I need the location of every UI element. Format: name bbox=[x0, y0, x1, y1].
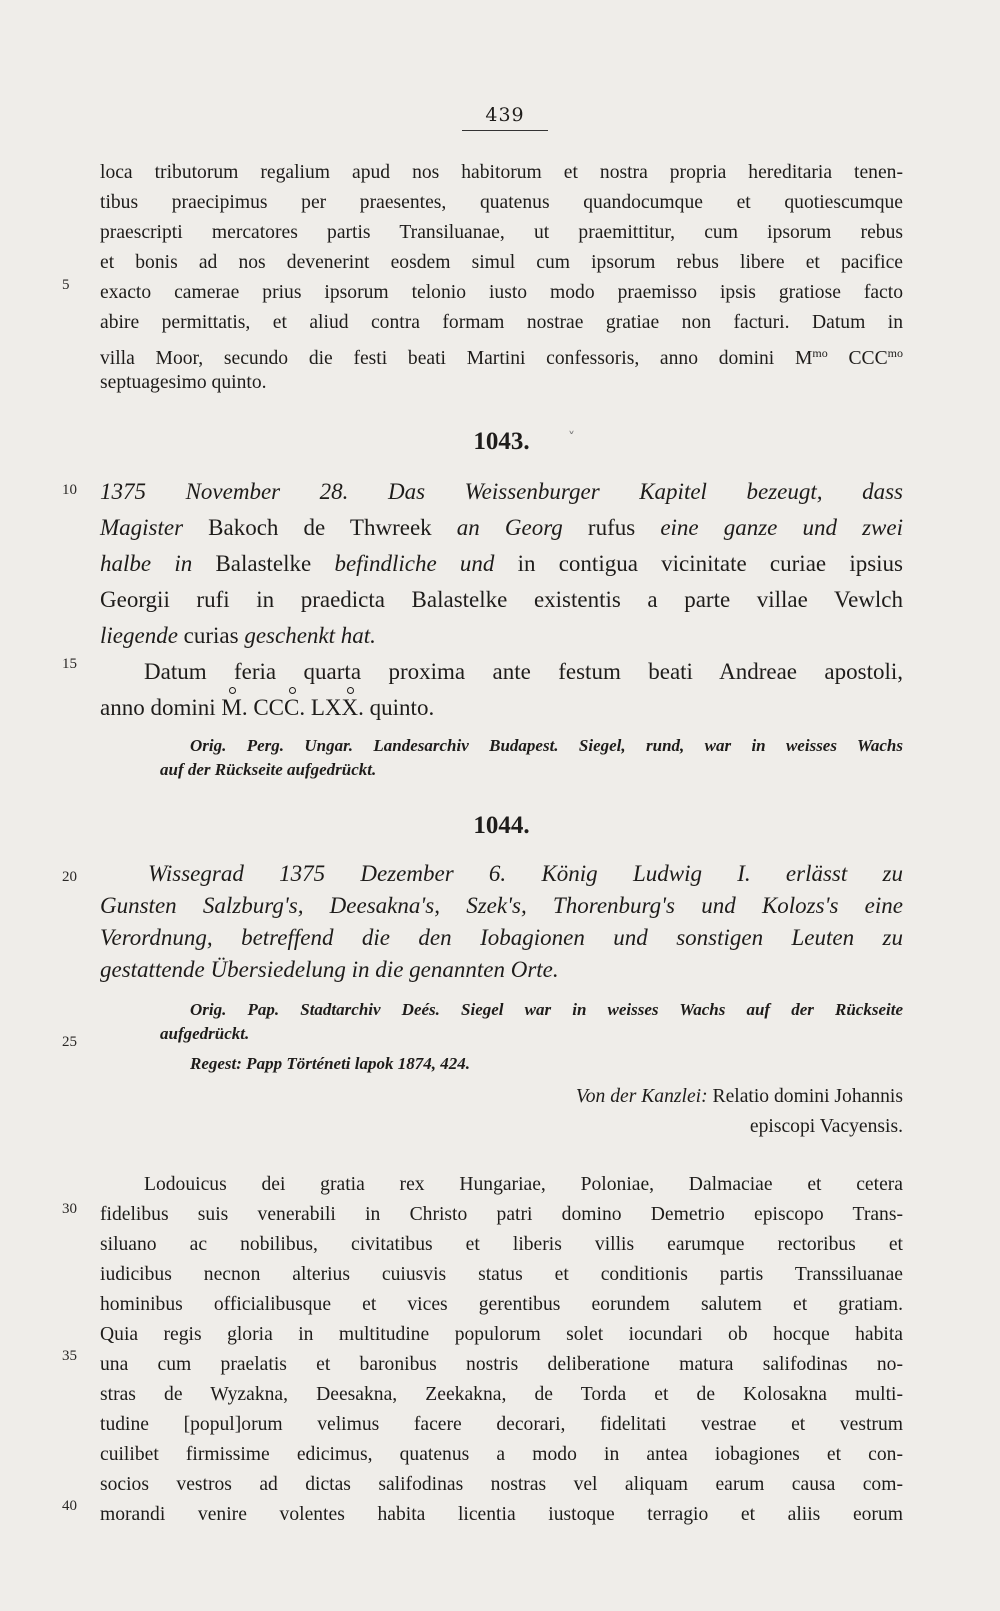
text-line: tudine [popul]orum velimus facere decorari, fidelitati vestrae et vestrum bbox=[100, 1414, 903, 1435]
page-number-rule bbox=[462, 130, 548, 131]
text-span: rufus bbox=[562, 515, 661, 540]
text-span: villa Moor, secundo die festi beati Martini confessoris, anno domini M bbox=[100, 348, 813, 369]
continuation-text bbox=[100, 158, 903, 398]
text-line: praescripti mercatores partis Transiluanae, ut praemittitur, cum ipsorum rebus bbox=[100, 222, 903, 243]
text-span: Relatio domini Johannis bbox=[707, 1086, 903, 1107]
text-line: Lodouicus dei gratia rex Hungariae, Poloniae, Dalmaciae et cetera bbox=[144, 1174, 903, 1195]
text-line: hominibus officialibusque et vices gerentibus eorundem salutem et gratiam. bbox=[100, 1294, 903, 1315]
text-span: Magister bbox=[100, 515, 184, 540]
text-line: una cum praelatis et baronibus nostris deliberatione matura salifodinas no- bbox=[100, 1354, 903, 1375]
regest-line bbox=[100, 546, 903, 582]
regest-line: Georgii rufi in praedicta Balastelke existentis a parte villae Vewlch bbox=[100, 587, 903, 612]
text-span: anno domini bbox=[100, 695, 222, 720]
text-line: exacto camerae prius ipsorum telonio iusto modo praemisso ipsis gratiose facto bbox=[100, 282, 903, 303]
margin-line-number: 25 bbox=[62, 1034, 77, 1050]
dating-line bbox=[100, 690, 903, 726]
margin-line-number: 10 bbox=[62, 482, 77, 498]
text-span: . quinto. bbox=[358, 695, 435, 720]
charter-text bbox=[100, 1170, 903, 1530]
superscript: mo bbox=[812, 346, 828, 360]
regest-line: gestattende Übersiedelung in die genannten Orte. bbox=[100, 957, 559, 982]
text-line: abire permittatis, et aliud contra formam nostrae gratiae non facturi. Datum in bbox=[100, 312, 903, 333]
text-span: Von der Kanzlei: bbox=[575, 1086, 708, 1107]
text-span: an Georg bbox=[456, 515, 563, 540]
dating-line: Datum feria quarta proxima ante festum beati Andreae apostoli, bbox=[144, 659, 903, 684]
document-number-heading: 1044. bbox=[473, 812, 530, 839]
text-span: C bbox=[284, 690, 299, 726]
text-span: in contigua vicinitate curiae ipsius bbox=[494, 551, 904, 576]
superscript: mo bbox=[887, 346, 903, 360]
margin-line-number: 20 bbox=[62, 869, 77, 885]
check-mark: ˅ bbox=[568, 430, 575, 446]
text-line: socios vestros ad dictas salifodinas nostras vel aliquam earum causa com- bbox=[100, 1474, 903, 1495]
text-span: eine ganze und zwei bbox=[660, 515, 903, 540]
regest-line bbox=[100, 474, 903, 510]
margin-line-number: 35 bbox=[62, 1348, 77, 1364]
text-line: stras de Wyzakna, Deesakna, Zeekakna, de Torda et de Kolosakna multi- bbox=[100, 1384, 903, 1405]
regest-line bbox=[100, 510, 903, 546]
text-line: siluano ac nobilibus, civitatibus et liberis villis earumque rectoribus et bbox=[100, 1234, 903, 1255]
margin-line-number: 15 bbox=[62, 656, 77, 672]
text-line: et bonis ad nos devenerint eosdem simul cum ipsorum rebus libere et pacifice bbox=[100, 252, 903, 273]
text-span: . LX bbox=[299, 695, 342, 720]
text-line bbox=[100, 338, 903, 368]
text-line: Quia regis gloria in multitudine populorum solet iocundari ob hocque habita bbox=[100, 1324, 903, 1345]
regest-line: Gunsten Salzburg's, Deesakna's, Szek's, Thorenburg's und Kolozs's eine bbox=[100, 893, 903, 918]
text-line: loca tributorum regalium apud nos habitorum et nostra propria hereditaria tenen- bbox=[100, 162, 903, 183]
text-span: CCC bbox=[827, 348, 888, 369]
document-1043 bbox=[100, 474, 903, 782]
text-line: cuilibet firmissime edicimus, quatenus a modo in antea iobagiones et con- bbox=[100, 1444, 903, 1465]
margin-line-number: 30 bbox=[62, 1201, 77, 1217]
source-note: auf der Rückseite aufgedrückt. bbox=[160, 760, 377, 779]
text-span: . CC bbox=[241, 695, 285, 720]
text-span: halbe in bbox=[100, 551, 193, 576]
page-number: 439 bbox=[485, 104, 525, 126]
chancery-note bbox=[100, 1082, 903, 1112]
regest-line: Verordnung, betreffend die den Iobagionen und sonstigen Leuten zu bbox=[100, 925, 903, 950]
text-span: befindliche und bbox=[334, 551, 495, 576]
document-number-heading: 1043. bbox=[473, 428, 530, 455]
text-span: geschenkt hat. bbox=[244, 623, 376, 648]
text-span: curias bbox=[177, 623, 245, 648]
margin-line-number: 5 bbox=[62, 277, 70, 293]
source-note: aufgedrückt. bbox=[160, 1024, 250, 1043]
source-note: Orig. Perg. Ungar. Landesarchiv Budapest. Siegel, rund, war in weisses Wachs bbox=[190, 736, 903, 755]
text-line: septuagesimo quinto. bbox=[100, 372, 267, 393]
regest-line: Wissegrad 1375 Dezember 6. König Ludwig I. erlässt zu bbox=[148, 861, 903, 886]
chancery-note: episcopi Vacyensis. bbox=[749, 1116, 903, 1137]
text-line: morandi venire volentes habita licentia iustoque terragio et aliis eorum bbox=[100, 1504, 903, 1525]
text-span: Bakoch de Thwreek bbox=[183, 515, 457, 540]
text-line: fidelibus suis venerabili in Christo patri domino Demetrio episcopo Trans- bbox=[100, 1204, 903, 1225]
text-span: M bbox=[221, 690, 241, 726]
text-span: 1375 November 28. Das Weissenburger Kapitel bezeugt, dass bbox=[100, 479, 903, 504]
text-span: Balastelke bbox=[192, 551, 335, 576]
source-note: Orig. Pap. Stadtarchiv Deés. Siegel war in weisses Wachs auf der Rückseite bbox=[190, 1000, 903, 1019]
text-line: tibus praecipimus per praesentes, quatenus quandocumque et quotiescumque bbox=[100, 192, 903, 213]
text-line: iudicibus necnon alterius cuiusvis status et conditionis partis Transsiluanae bbox=[100, 1264, 903, 1285]
regest-note: Regest: Papp Történeti lapok 1874, 424. bbox=[190, 1054, 471, 1073]
text-span: X bbox=[342, 690, 359, 726]
document-1044 bbox=[100, 858, 903, 1142]
margin-line-number: 40 bbox=[62, 1498, 77, 1514]
regest-line bbox=[100, 618, 903, 654]
text-span: liegende bbox=[100, 623, 178, 648]
